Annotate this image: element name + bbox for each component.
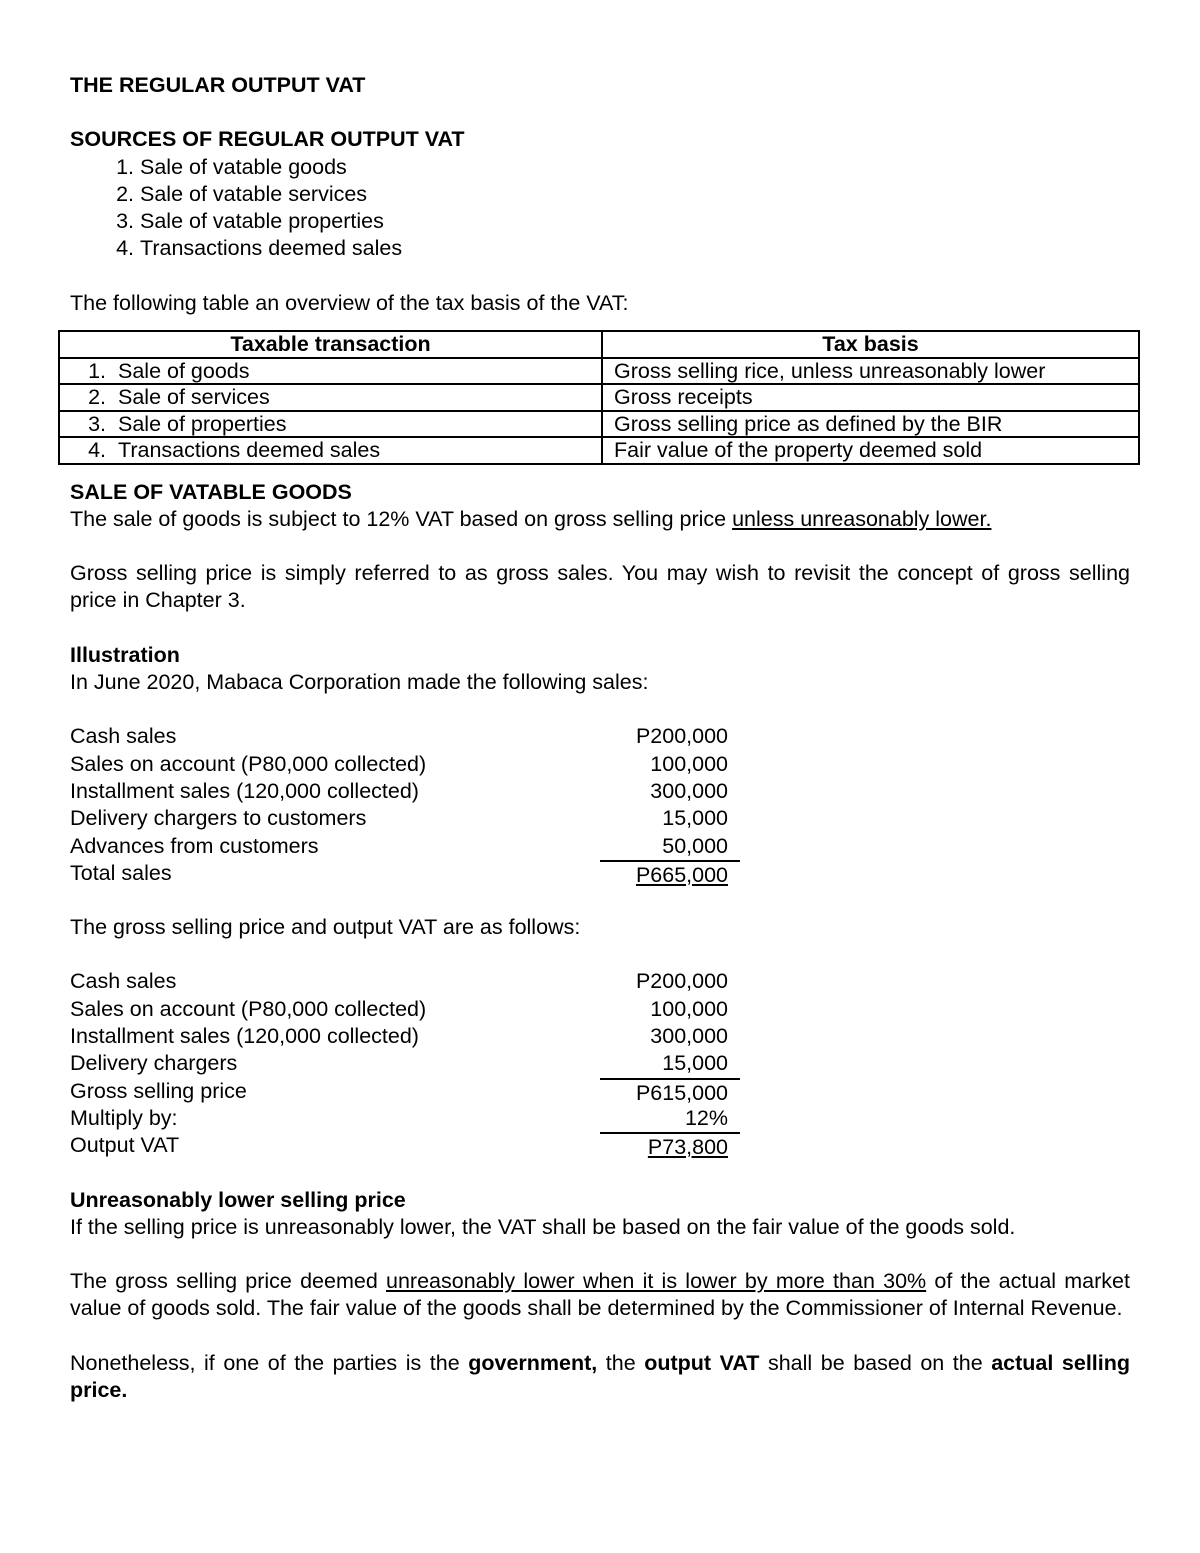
list-item: 3. Sale of vatable properties bbox=[116, 209, 384, 234]
goods-paragraph-1: The sale of goods is subject to 12% VAT based on gross selling price unless unreasonably lower. bbox=[70, 506, 992, 531]
goods-paragraph-2: Gross selling price is simply referred to as gross sales. You may wish to revisit the concept of gross selling price in Chapter 3. bbox=[70, 561, 1130, 613]
table-cell: Gross receipts bbox=[602, 384, 1139, 411]
schedule-row: Sales on account (P80,000 collected) 100,000 bbox=[70, 996, 728, 1021]
goods-heading: SALE OF VATABLE GOODS bbox=[70, 479, 352, 504]
table-row bbox=[59, 358, 1139, 385]
list-item: 4. Transactions deemed sales bbox=[116, 236, 403, 261]
page-title: THE REGULAR OUTPUT VAT bbox=[70, 73, 366, 97]
schedule-row: Delivery chargers 15,000 bbox=[70, 1051, 728, 1076]
schedule-row: Installment sales (120,000 collected) 300,000 bbox=[70, 778, 728, 803]
illustration-heading: Illustration bbox=[70, 642, 180, 667]
schedule-row: Advances from customers 50,000 bbox=[70, 833, 728, 858]
table-cell: Gross selling rice, unless unreasonably lower bbox=[602, 358, 1139, 385]
schedule-row: Delivery chargers to customers 15,000 bbox=[70, 806, 728, 831]
illustration-intro: In June 2020, Mabaca Corporation made the following sales: bbox=[70, 670, 649, 695]
unreasonable-paragraph-3: Nonetheless, if one of the parties is the government, the output VAT shall be based on the actual selling price. bbox=[70, 1350, 1130, 1402]
sales-schedule bbox=[70, 723, 740, 887]
unreasonable-heading: Unreasonably lower selling price bbox=[70, 1187, 406, 1212]
multiply-row: Multiply by: 12% bbox=[70, 1105, 728, 1130]
unreasonable-paragraph-2: The gross selling price deemed unreasonably lower when it is lower by more than 30% of the actual market value of goods sold. The fair value of the goods shall be determined by the Commissioner of Internal Revenue. bbox=[70, 1269, 1130, 1321]
gsp-total-row: Gross selling price P615,000 bbox=[70, 1078, 740, 1105]
schedule-row: Installment sales (120,000 collected) 300,000 bbox=[70, 1024, 728, 1049]
sources-list bbox=[70, 154, 1130, 263]
list-item: 2. Sale of vatable services bbox=[116, 181, 368, 206]
gsp-schedule bbox=[70, 968, 740, 1159]
output-vat-row: Output VAT P73,800 bbox=[70, 1132, 740, 1159]
table-row bbox=[59, 411, 1139, 438]
sources-heading: SOURCES OF REGULAR OUTPUT VAT bbox=[70, 127, 465, 152]
column-header: Tax basis bbox=[602, 331, 1139, 358]
table-row bbox=[59, 384, 1139, 411]
table-cell: Gross selling price as defined by the BIR bbox=[602, 411, 1139, 438]
column-header: Taxable transaction bbox=[59, 331, 602, 358]
table-row bbox=[59, 437, 1139, 464]
table-cell: 4. Transactions deemed sales bbox=[59, 437, 602, 464]
schedule-row: Cash sales P200,000 bbox=[70, 724, 728, 749]
document-page bbox=[70, 72, 1130, 1404]
table-intro: The following table an overview of the tax basis of the VAT: bbox=[70, 290, 629, 315]
table-cell: 3. Sale of properties bbox=[59, 411, 602, 438]
unreasonable-paragraph-1: If the selling price is unreasonably lower, the VAT shall be based on the fair value of the goods sold. bbox=[70, 1214, 1016, 1239]
table-cell: 1. Sale of goods bbox=[59, 358, 602, 385]
schedule-total-row: Total sales P665,000 bbox=[70, 860, 740, 887]
table-cell: Fair value of the property deemed sold bbox=[602, 437, 1139, 464]
table-cell: 2. Sale of services bbox=[59, 384, 602, 411]
schedule-row: Sales on account (P80,000 collected) 100,000 bbox=[70, 751, 728, 776]
schedule-row: Cash sales P200,000 bbox=[70, 969, 728, 994]
tax-basis-table bbox=[58, 330, 1140, 465]
list-item: 1. Sale of vatable goods bbox=[116, 154, 347, 179]
table-header-row bbox=[59, 331, 1139, 358]
gsp-intro: The gross selling price and output VAT are as follows: bbox=[70, 915, 581, 940]
